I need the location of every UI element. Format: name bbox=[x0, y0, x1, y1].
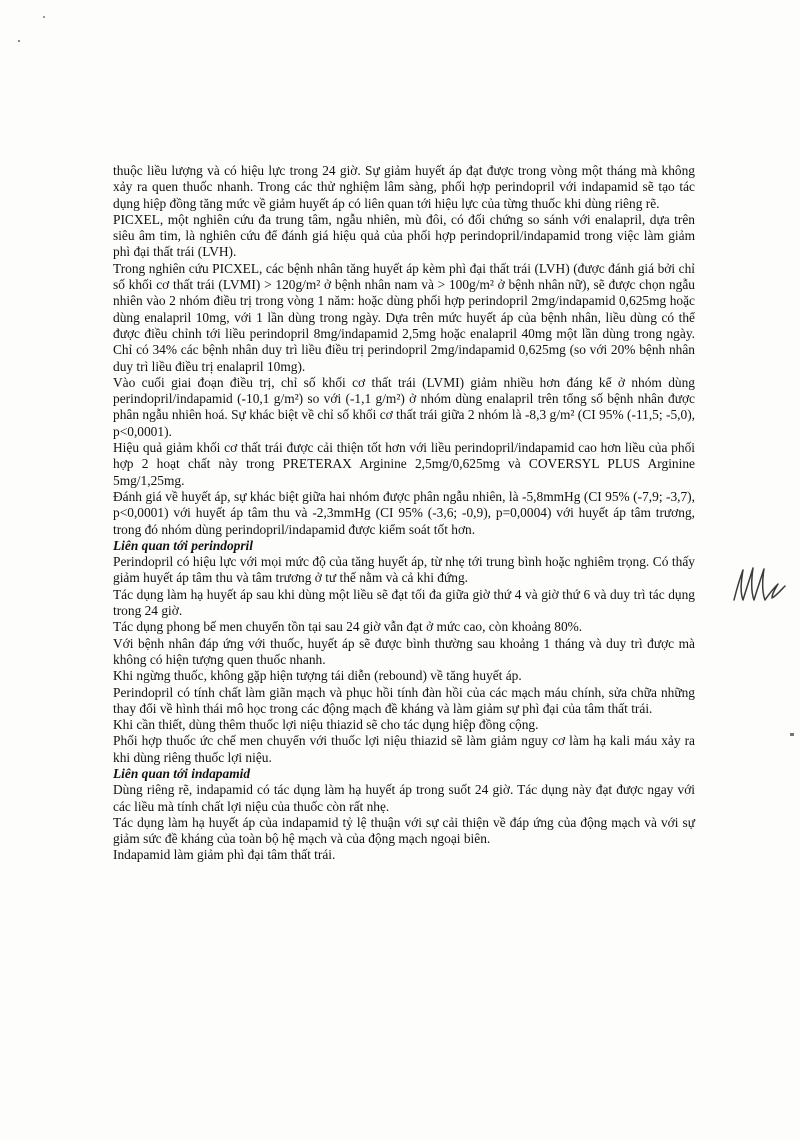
handwritten-signature bbox=[728, 560, 788, 610]
paragraph: Dùng riêng rẽ, indapamid có tác dụng làm hạ huyết áp trong suốt 24 giờ. Tác dụng này đạt được ngay với các liều mà tính chất lợi niệu của thuốc còn rất nhẹ. bbox=[113, 782, 695, 814]
section-heading: Liên quan tới perindopril bbox=[113, 537, 254, 553]
paragraph: Indapamid làm giảm phì đại tâm thất trái. bbox=[113, 847, 336, 863]
paragraph: PICXEL, một nghiên cứu đa trung tâm, ngẫu nhiên, mù đôi, có đối chứng so sánh với enalapril, dựa trên siêu âm tim, là nghiên cứu để đánh giá hiệu quả của phối hợp perindopril/indapamid trong việc làm giảm phì đại thất trái (LVH). bbox=[113, 211, 695, 260]
scan-speck bbox=[43, 16, 45, 18]
paragraph: Perindopril có tính chất làm giãn mạch và phục hồi tính đàn hồi của các mạch máu chính, sửa chữa những thay đổi về hình thái mô học trong các động mạch đề kháng và làm giảm sự phì đại của tâm thất trái. bbox=[113, 684, 695, 716]
paragraph: thuộc liều lượng và có hiệu lực trong 24 giờ. Sự giảm huyết áp đạt được trong vòng một tháng mà không xảy ra quen thuốc nhanh. Trong các thử nghiệm lâm sàng, phối hợp perindopril với indapamid sẽ tạo tác dụng hiệp đồng tăng mức về giảm huyết áp có liên quan tới hiệu lực của từng thuốc khi dùng riêng rẽ. bbox=[113, 163, 695, 211]
paragraph: Khi cần thiết, dùng thêm thuốc lợi niệu thiazid sẽ cho tác dụng hiệp đồng cộng. bbox=[113, 717, 539, 733]
paragraph: Hiệu quả giảm khối cơ thất trái được cải thiện tốt hơn với liều perindopril/indapamid cao hơn liều của phối hợp 2 hoạt chất này trong PRETERAX Arginine 2,5mg/0,625mg và COVERSYL PLUS Arginine 5mg/1,25mg. bbox=[113, 440, 695, 488]
paragraph: Perindopril có hiệu lực với mọi mức độ của tăng huyết áp, từ nhẹ tới trung bình hoặc nghiêm trọng. Có thấy giảm huyết áp tâm thu và tâm trương ở tư thế nằm và cả khi đứng. bbox=[113, 554, 695, 586]
paragraph: Đánh giá về huyết áp, sự khác biệt giữa hai nhóm được phân ngẫu nhiên, là -5,8mmHg (CI 95% (-7,9; -3,7), p<0,0001) với huyết áp tâm thu và -2,3mmHg (CI 95% (-3,6; -0,9), p=0,0004) với huyết áp tâm trương, trong đó nhóm dùng perindopril/indapamid được kiểm soát tốt hơn. bbox=[113, 488, 695, 537]
scan-speck bbox=[790, 733, 794, 736]
paragraph: Khi ngừng thuốc, không gặp hiện tượng tái diễn (rebound) về tăng huyết áp. bbox=[113, 668, 522, 684]
paragraph: Trong nghiên cứu PICXEL, các bệnh nhân tăng huyết áp kèm phì đại thất trái (LVH) (được đánh giá bởi chỉ số khối cơ thất trái (LVMI) > 120g/m² ở bệnh nhân nam và > 100g/m² ở bệnh nhân nữ), sẽ được chọn ngẫu nhiên vào 2 nhóm điều trị trong vòng 1 năm: hoặc dùng phối hợp perindopril 2mg/indapamid 0,625mg hoặc dùng enalapril 10mg, với 1 lần dùng trong ngày. Dựa trên mức huyết áp của bệnh nhân, liều dùng có thể được điều chỉnh tới liều perindopril 8mg/indapamid 2,5mg hoặc enalapril 40mg một lần dùng trong ngày. Chỉ có 34% các bệnh nhân duy trì liều điều trị perindopril 2mg/indapamid 0,625mg (so với 20% bệnh nhân duy trì liều điều trị enalapril 10mg). bbox=[113, 260, 695, 374]
paragraph: Với bệnh nhân đáp ứng với thuốc, huyết áp sẽ được bình thường sau khoảng 1 tháng và duy trì được mà không có hiện tượng quen thuốc nhanh. bbox=[113, 635, 695, 667]
paragraph: Tác dụng làm hạ huyết áp sau khi dùng một liều sẽ đạt tối đa giữa giờ thứ 4 và giờ thứ 6 và duy trì tác dụng trong 24 giờ. bbox=[113, 586, 695, 619]
paragraph: Vào cuối giai đoạn điều trị, chỉ số khối cơ thất trái (LVMI) giảm nhiều hơn đáng kể ở nhóm dùng perindopril/indapamid (-10,1 g/m²) so với (-1,1 g/m²) ở nhóm dùng enalapril trên tổng số bệnh nhân được phân ngẫu nhiên hoá. Sự khác biệt về chỉ số khối cơ thất trái giữa 2 nhóm là -8,3 g/m² (CI 95% (-11,5; -5,0), p<0,0001). bbox=[113, 374, 695, 439]
paragraph: Tác dụng phong bế men chuyển tồn tại sau 24 giờ vẫn đạt ở mức cao, còn khoảng 80%. bbox=[113, 619, 583, 635]
paragraph: Tác dụng làm hạ huyết áp của indapamid tỷ lệ thuận với sự cải thiện về đáp ứng của động mạch và với sự giảm sức đề kháng của toàn bộ hệ mạch và của động mạch ngoại biên. bbox=[113, 814, 695, 847]
section-heading: Liên quan tới indapamid bbox=[113, 765, 251, 781]
document-body bbox=[113, 163, 695, 864]
paragraph: Phối hợp thuốc ức chế men chuyển với thuốc lợi niệu thiazid sẽ làm giảm nguy cơ làm hạ kali máu xảy ra khi dùng riêng thuốc lợi niệu. bbox=[113, 733, 695, 765]
scan-speck bbox=[18, 40, 20, 42]
